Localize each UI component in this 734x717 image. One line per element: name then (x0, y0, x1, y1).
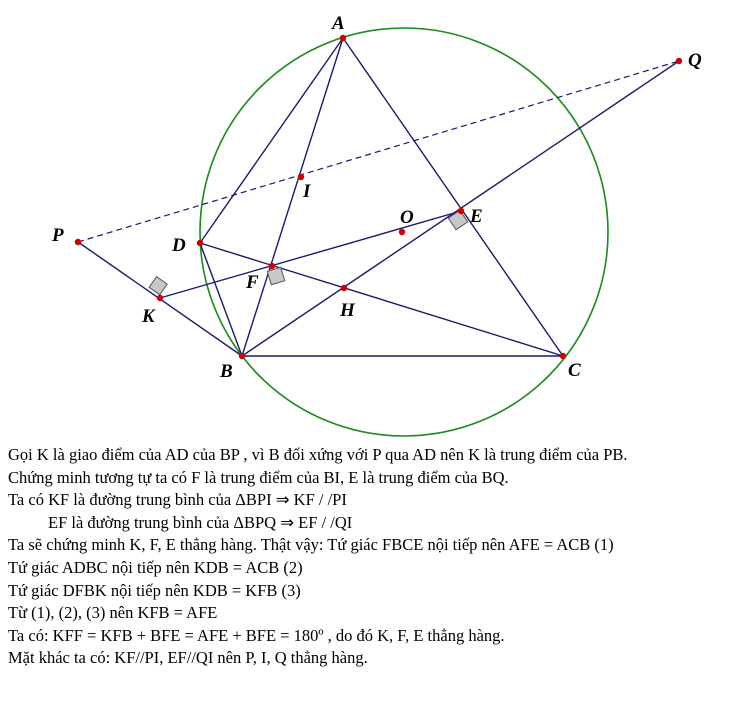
proof-line: Chứng minh tương tự ta có F là trung điểm của BI, E là trung điểm của BQ. (8, 467, 509, 487)
point-P (75, 239, 81, 245)
label-O: O (400, 207, 414, 228)
point-I (298, 174, 304, 180)
label-H: H (340, 300, 355, 321)
points (75, 35, 682, 359)
label-P: P (52, 225, 64, 246)
point-C (560, 353, 566, 359)
label-A: A (332, 13, 345, 34)
point-E (458, 208, 464, 214)
proof-line: Gọi K là giao điểm của AD của BP , vì B đối xứng với P qua AD nên K là trung điểm của PB. (8, 445, 628, 464)
point-Q (676, 58, 682, 64)
proof-line: EF là đường trung bình của ΔBPQ ⇒ EF / /QI (48, 512, 353, 532)
label-Q: Q (688, 50, 702, 71)
right-angle-mark-K (149, 277, 167, 295)
label-E: E (470, 206, 483, 227)
proof-line: Ta có: KFF = KFB + BFE = AFE + BFE = 180º , do đó K, F, E thẳng hàng. (8, 625, 505, 645)
segment-AB (242, 38, 343, 356)
label-I: I (303, 181, 311, 202)
point-A (340, 35, 346, 41)
segment-AC (343, 38, 563, 356)
segment-KE (160, 211, 461, 298)
label-F: F (246, 272, 259, 293)
label-D: D (172, 235, 186, 256)
segment-DB (200, 243, 242, 356)
point-H (341, 285, 347, 291)
point-B (239, 353, 245, 359)
proof-line: Tứ giác ADBC nội tiếp nên KDB = ACB (2) (8, 557, 303, 577)
proof-line: Ta có KF là đường trung bình của ΔBPI ⇒ KF / /PI (8, 490, 347, 510)
label-C: C (568, 360, 581, 381)
point-D (197, 240, 203, 246)
proof-text (8, 444, 732, 670)
point-K (157, 295, 163, 301)
proof-line: Ta sẽ chứng minh K, F, E thẳng hàng. Thật vậy: Tứ giác FBCE nội tiếp nên AFE = ACB (1) (8, 535, 614, 555)
proof-line: Tứ giác DFBK nội tiếp nên KDB = KFB (3) (8, 580, 301, 600)
segment-DC (200, 243, 563, 356)
proof-line: Từ (1), (2), (3) nên KFB = AFE (8, 603, 218, 623)
point-O (399, 229, 405, 235)
label-K: K (142, 306, 155, 327)
segments (78, 38, 679, 356)
label-B: B (220, 361, 233, 382)
point-F (269, 263, 275, 269)
proof-line: Mặt khác ta có: KF//PI, EF//QI nên P, I, Q thẳng hàng. (8, 648, 368, 668)
